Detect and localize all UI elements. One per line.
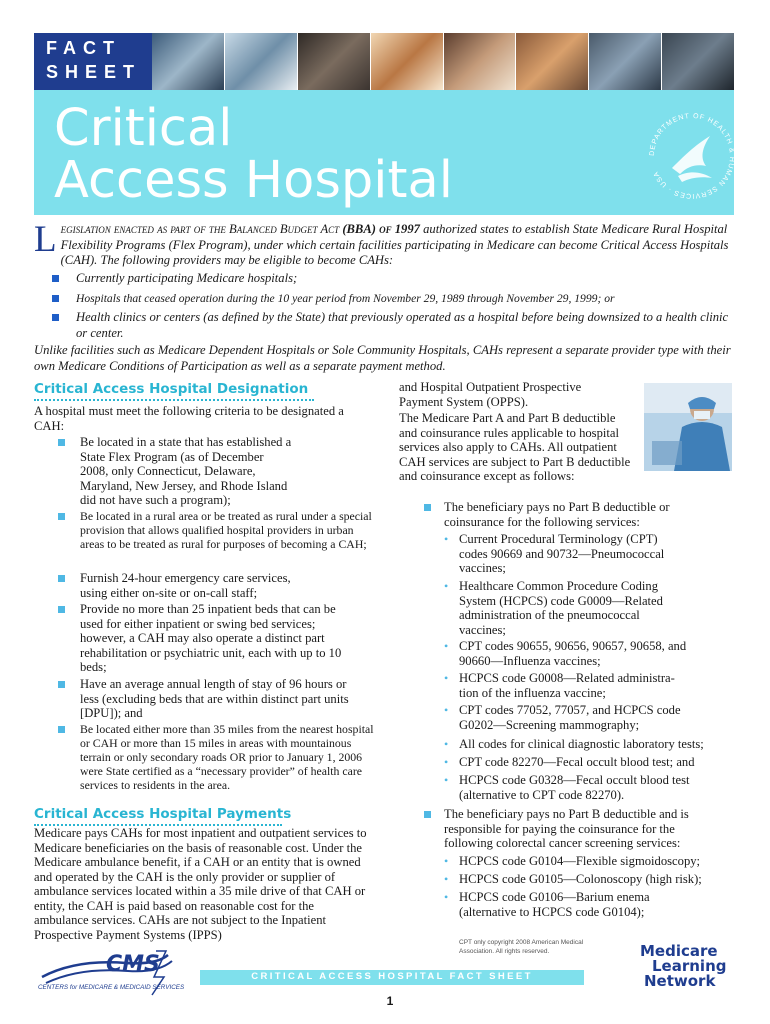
service-code-item: • CPT code 82270—Fecal occult blood test; and: [444, 755, 695, 769]
deductible-paragraph: The Medicare Part A and Part B deductible and coinsurance rules applicable to hospital services also apply to CAHs. All outpatient CAH services are subject to Part B deductible and coinsurance except as follows:: [399, 411, 631, 483]
service-code-item: • HCPCS code G0328—Fecal occult blood test (alternative to CPT code 82270).: [444, 773, 690, 802]
screening-item: • HCPCS code G0104—Flexible sigmoidoscopy;: [444, 854, 701, 868]
drop-cap: L: [34, 219, 57, 260]
dot-bullet-icon: •: [444, 737, 449, 751]
dot-bullet-icon: •: [444, 671, 449, 685]
intro-of: of: [379, 222, 392, 236]
criteria-item: Be located in a state that has established a State Flex Program (as of December 2008, only Connecticut, Delaware, Maryland, New Jersey, and Rhode Island did not have such a program);: [58, 435, 374, 507]
coinsurance-group: The beneficiary pays no Part B deductible and is responsible for paying the coinsurance for the following colorectal cancer screening services:: [424, 807, 716, 851]
square-bullet-icon: [58, 575, 65, 582]
screening-item: • HCPCS code G0105—Colonoscopy (high risk);: [444, 872, 702, 886]
no-deductible-group: The beneficiary pays no Part B deductible or coinsurance for the following services:: [424, 500, 716, 530]
screening-item: • HCPCS code G0106—Barium enema (alternative to HCPCS code G0104);: [444, 890, 650, 919]
payments-body: Medicare pays CAHs for most inpatient and outpatient services to Medicare beneficiaries on the basis of reasonable cost. Under the Medicare ambulance benefit, if a CAH or an entity that is owned and operated by the CAH is the only provider or supplier of ambulance services located within a 35 mile drive of that CAH or entity, the CAH is paid based on reasonable cost for the ambulance services. CAHs are not subject to the Inpatient Prospective Payment Systems (IPPS): [34, 826, 367, 942]
footer-bar: [200, 970, 584, 985]
criteria-item: Be located in a rural area or be treated as rural under a special provision that allows qualified hospital providers in urban areas to be treated as rural for purposes of becoming a CAH;: [58, 509, 374, 569]
page-title-line-1: Critical: [54, 99, 233, 158]
header-photo-strip: [152, 33, 734, 90]
dot-bullet-icon: •: [444, 773, 449, 787]
sheet-label: SHEET: [46, 62, 142, 82]
page-title-line-2: Access Hospital: [54, 151, 453, 210]
square-bullet-icon: [424, 504, 431, 511]
service-code-item: • Current Procedural Terminology (CPT) codes 90669 and 90732—Pneumococcal vaccines;: [444, 532, 665, 575]
title-band: [34, 90, 734, 215]
header-photo: [152, 33, 225, 90]
intro-paragraph: [34, 219, 736, 269]
square-bullet-icon: [58, 439, 65, 446]
service-code-item: • CPT codes 90655, 90656, 90657, 90658, and 90660—Influenza vaccines;: [444, 639, 687, 668]
square-bullet-icon: [58, 681, 65, 688]
payments-heading: Critical Access Hospital Payments: [34, 806, 292, 822]
dot-bullet-icon: •: [444, 703, 449, 717]
nurse-photo: [644, 383, 732, 471]
page-number: 1: [386, 994, 394, 1008]
dot-bullet-icon: •: [444, 872, 449, 886]
mln-line-3: Network: [644, 972, 716, 990]
intro-bullet: Health clinics or centers (as defined by the State) that previously operated as a hospital before being downsized to a health clinic or center.: [52, 310, 736, 341]
criteria-item: Have an average annual length of stay of 96 hours or less (excluding beds that are within distinct part units [DPU]); and: [58, 677, 374, 721]
designation-heading: Critical Access Hospital Designation: [34, 381, 309, 397]
intro-rest: authorized states to establish State Medicare Rural Hospital Flexibility Programs (Flex Program), under which certain facilities participating in Medicare can become Critical Access Hospitals (CAH). The following providers may be eligible to become CAHs:: [60, 222, 729, 267]
hhs-eagle-seal-icon: [642, 106, 742, 206]
service-code-item: • CPT codes 77052, 77057, and HCPCS code G0202—Screening mammography;: [444, 703, 681, 732]
cpt-copyright-note: CPT only copyright 2008 American Medical Association. All rights reserved.: [459, 939, 584, 955]
seal-text: DEPARTMENT OF HEALTH & HUMAN SERVICES · USA: [648, 112, 736, 200]
dot-bullet-icon: •: [444, 755, 449, 769]
header-photo: [662, 33, 734, 90]
service-code-item: • Healthcare Common Procedure Coding System (HCPCS) code G0009—Related administration of the pneumococcal vaccines;: [444, 579, 663, 637]
fact-sheet-label: [34, 33, 152, 90]
designation-lead: A hospital must meet the following criteria to be designated a CAH:: [34, 404, 344, 433]
service-code-item: • HCPCS code G0008—Related administra-tion of the influenza vaccine;: [444, 671, 675, 700]
intro-bba: (BBA): [342, 222, 376, 236]
mln-line-1: Medicare: [640, 942, 718, 960]
square-bullet-icon: [58, 513, 65, 520]
heading-divider: [34, 399, 314, 401]
header-photo: [298, 33, 371, 90]
payments-continued: and Hospital Outpatient Prospective Payment System (OPPS).: [399, 380, 582, 409]
square-bullet-icon: [52, 275, 59, 282]
intro-bullet: Hospitals that ceased operation during the 10 year period from November 29, 1989 through November 29, 1999; or: [52, 291, 736, 307]
square-bullet-icon: [58, 726, 65, 733]
mln-line-2: Learning: [652, 957, 727, 975]
dot-bullet-icon: •: [444, 854, 449, 868]
header-photo: [516, 33, 589, 90]
criteria-item: Furnish 24-hour emergency care services, using either on-site or on-call staff;: [58, 571, 374, 601]
dot-bullet-icon: •: [444, 532, 449, 546]
header-photo: [225, 33, 298, 90]
square-bullet-icon: [424, 811, 431, 818]
cms-logo-text: CMS: [106, 952, 160, 977]
criteria-item: Provide no more than 25 inpatient beds that can be used for either inpatient or swing bed services; however, a CAH may also operate a distinct part rehabilitation or psychiatric unit, each with up to 10 beds;: [58, 602, 374, 674]
footer-bar-text: CRITICAL ACCESS HOSPITAL FACT SHEET: [251, 971, 533, 982]
criteria-item: Be located either more than 35 miles from the nearest hospital or CAH or more than 15 miles in areas with mountainous terrain or only secondary roads OR prior to January 1, 2006 were State certified as a “necessary provider” of health care services to residents in the area.: [58, 722, 374, 796]
dot-bullet-icon: •: [444, 639, 449, 653]
square-bullet-icon: [52, 314, 59, 321]
dot-bullet-icon: •: [444, 579, 449, 593]
intro-bullet: Currently participating Medicare hospitals;: [52, 271, 736, 287]
square-bullet-icon: [52, 295, 59, 302]
header-photo: [371, 33, 444, 90]
fact-label: FACT: [46, 38, 121, 58]
dot-bullet-icon: •: [444, 890, 449, 904]
header-photo: [444, 33, 517, 90]
cms-subtitle: CENTERS for MEDICARE & MEDICAID SERVICES: [38, 984, 185, 991]
intro-year: 1997: [394, 222, 420, 236]
intro-lead: egislation enacted as part of the Balanced Budget Act: [60, 222, 340, 236]
service-code-item: • All codes for clinical diagnostic laboratory tests;: [444, 737, 704, 751]
square-bullet-icon: [58, 606, 65, 613]
intro-closing: Unlike facilities such as Medicare Dependent Hospitals or Sole Community Hospitals, CAHs represent a separate provider type with their own Medicare Conditions of Participation as well as a separate payment method.: [34, 343, 731, 373]
header-photo: [589, 33, 662, 90]
